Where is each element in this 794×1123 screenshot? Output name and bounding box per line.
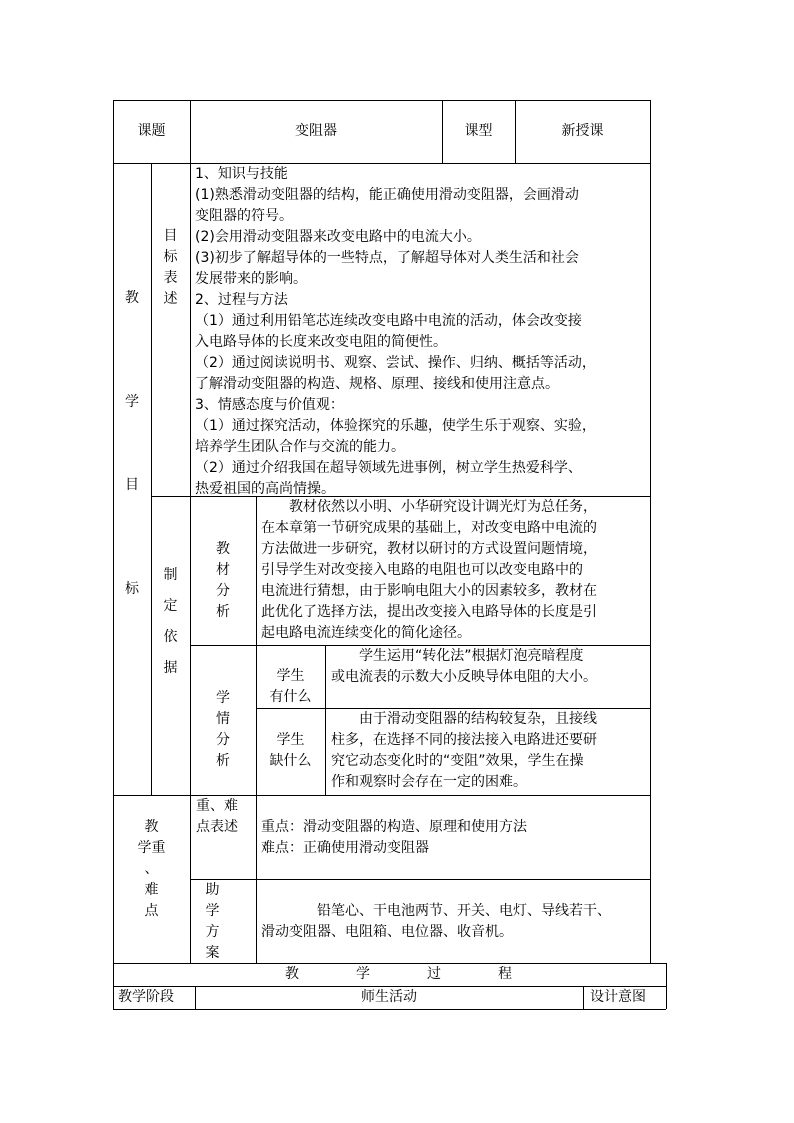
goal-statement-char: 标	[163, 249, 178, 265]
goal-line: 1、知识与技能	[195, 166, 288, 182]
topic-label: 课题	[137, 123, 166, 139]
aids-label-char: 方	[205, 924, 220, 940]
type-value: 新授课	[561, 123, 604, 139]
focus-label	[113, 817, 190, 922]
goal-line: (1)熟悉滑动变阻器的结构，能正确使用滑动变阻器，会画滑动	[195, 187, 579, 203]
topic-value: 变阻器	[295, 123, 337, 139]
goal-line: （1）通过利用铅笔芯连续改变电路中电流的活动，体会改变接	[195, 313, 582, 329]
material-line: 在本章第一节研究成果的基础上，对改变电路中电流的	[261, 520, 597, 536]
basis-label-char: 依	[163, 629, 178, 645]
rule	[113, 1009, 666, 1010]
process-title-char-1: 教	[285, 966, 299, 982]
material-analysis-text	[261, 497, 650, 644]
basis-label-char: 制	[163, 567, 178, 583]
material-label-char: 教	[216, 541, 230, 557]
rule	[190, 100, 191, 963]
student-has-label	[256, 666, 325, 708]
basis-label	[151, 560, 190, 684]
goal-statement-char: 述	[163, 291, 178, 307]
goal-statement-text	[195, 164, 650, 500]
material-analysis-label	[190, 539, 256, 623]
lacks-label-line: 学生	[276, 732, 305, 748]
focus-line: 难点：正确使用滑动变阻器	[261, 840, 429, 856]
focus-statement-label	[196, 796, 256, 838]
focus-label-line: 点	[144, 903, 159, 919]
has-label-line: 学生	[276, 668, 305, 684]
goals-section-label-3: 目	[125, 477, 139, 493]
aids-label-char: 助	[205, 882, 220, 898]
goal-line: 变阻器的符号。	[195, 208, 293, 224]
material-line: 起电路电流连续变化的简化途径。	[261, 625, 471, 641]
col-activity-header: 师生活动	[361, 989, 417, 1005]
process-title-char-3: 过	[427, 966, 441, 982]
material-line: 电流进行猜想，由于影响电阻大小的因素较多，教材在	[261, 583, 597, 599]
lacks-line: 作和观察时会存在一定的困难。	[331, 774, 527, 790]
col-stage-header: 教学阶段	[118, 989, 174, 1005]
aids-text	[261, 901, 650, 943]
goal-line: 培养学生团队合作与交流的能力。	[195, 439, 405, 455]
rule	[113, 100, 650, 101]
material-line: 引导学生对改变接入电路的电阻也可以改变电路中的	[261, 562, 583, 578]
student-lacks-label	[256, 730, 325, 772]
rule	[666, 963, 667, 1009]
focus-label-line: 教	[144, 819, 159, 835]
has-line: 学生运用“转化法”根据灯泡亮暗程度	[359, 648, 584, 664]
has-line: 或电流表的示数大小反映导体电阻的大小。	[331, 669, 597, 685]
lacks-line: 由于滑动变阻器的结构较复杂，且接线	[359, 711, 597, 727]
rule	[190, 879, 650, 880]
student-label-char: 分	[216, 732, 230, 748]
student-has-text	[331, 646, 650, 688]
aids-line: 滑动变阻器、电阻箱、电位器、收音机。	[261, 924, 513, 940]
focus-label-line: 、	[144, 861, 159, 877]
goal-statement-label	[151, 226, 190, 310]
lacks-line: 究它动态变化时的“变阻”效果，学生在操	[331, 753, 584, 769]
lacks-label-line: 缺什么	[269, 753, 312, 769]
student-label-char: 情	[216, 711, 230, 727]
material-label-char: 分	[216, 583, 230, 599]
goals-section-label-2: 学	[125, 394, 139, 410]
student-analysis-label	[190, 688, 256, 772]
goal-line: 了解滑动变阻器的构造、规格、原理、接线和使用注意点。	[195, 376, 559, 392]
focus-statement-text	[261, 817, 650, 859]
basis-label-char: 定	[163, 598, 178, 614]
aids-label-char: 学	[205, 903, 220, 919]
goal-line: 入电路导体的长度来改变电阻的简便性。	[195, 334, 447, 350]
goal-statement-char: 表	[163, 270, 178, 286]
goal-line: (2)会用滑动变阻器来改变电路中的电流大小。	[195, 229, 481, 245]
goal-statement-char: 目	[163, 228, 178, 244]
focus-label-line: 难	[144, 882, 159, 898]
focus-line: 重点：滑动变阻器的构造、原理和使用方法	[261, 819, 527, 835]
process-title-char-2: 学	[356, 966, 370, 982]
goal-line: 发展带来的影响。	[195, 271, 307, 287]
goal-line: （2）通过阅读说明书、观察、尝试、操作、归纳、概括等活动，	[195, 355, 596, 371]
aids-label	[190, 880, 235, 964]
student-label-char: 学	[216, 690, 230, 706]
aids-line: 铅笔心、干电池两节、开关、电灯、导线若干、	[317, 903, 611, 919]
goal-line: 2、过程与方法	[195, 292, 288, 308]
has-label-line: 有什么	[269, 689, 312, 705]
material-label-char: 析	[216, 604, 230, 620]
student-label-char: 析	[216, 753, 230, 769]
goal-line: （1）通过探究活动，体验探究的乐趣，使学生乐于观察、实验，	[195, 418, 596, 434]
goals-section-label-4: 标	[125, 581, 139, 597]
goal-line: 热爱祖国的高尚情操。	[195, 481, 335, 497]
material-line: 此优化了选择方法，提出改变接入电路导体的长度是引	[261, 604, 597, 620]
goal-line: (3)初步了解超导体的一些特点，了解超导体对人类生活和社会	[195, 250, 579, 266]
rule	[650, 100, 651, 963]
material-label-char: 材	[216, 562, 230, 578]
goal-line: （2）通过介绍我国在超导领域先进事例，树立学生热爱科学、	[195, 460, 582, 476]
lacks-line: 柱多，在选择不同的接法接入电路进还要研	[331, 732, 597, 748]
material-line: 教材依然以小明、小华研究设计调光灯为总任务，	[289, 499, 597, 515]
goals-section-label-1: 教	[125, 290, 139, 306]
rule	[583, 986, 584, 1009]
student-lacks-text	[331, 709, 650, 793]
aids-label-char: 案	[205, 945, 220, 961]
col-intent-header: 设计意图	[590, 989, 646, 1005]
material-line: 方法做进一步研究，教材以研讨的方式设置问题情境，	[261, 541, 597, 557]
rule	[113, 795, 650, 796]
focus-statement-label-line: 点表述	[196, 819, 238, 835]
basis-label-char: 据	[163, 660, 178, 676]
focus-statement-label-line: 重、难	[196, 798, 238, 814]
goal-line: 3、情感态度与价值观：	[195, 397, 344, 413]
type-label: 课型	[464, 123, 493, 139]
rule	[325, 645, 326, 795]
focus-label-line: 学重	[137, 840, 166, 856]
process-title-char-4: 程	[498, 966, 512, 982]
